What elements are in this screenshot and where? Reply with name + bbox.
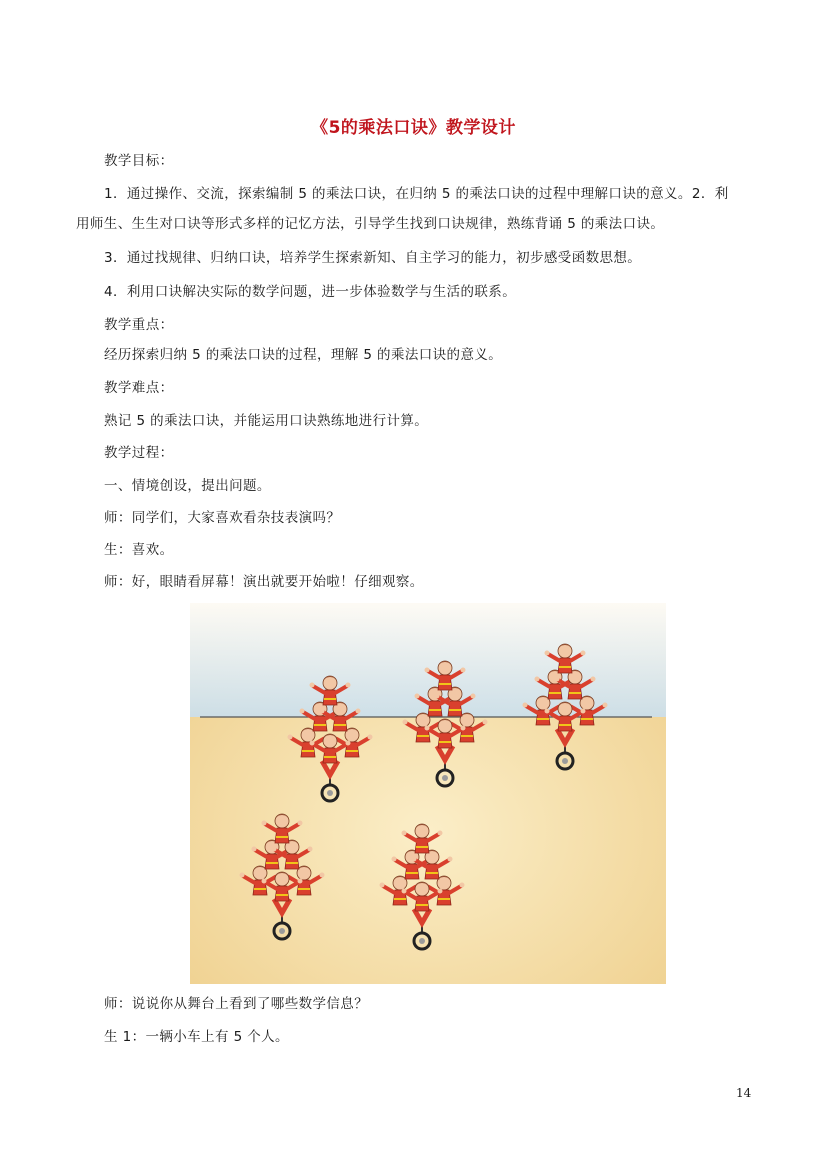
difficulty-text: 熟记 5 的乘法口诀，并能运用口诀熟练地进行计算。: [104, 413, 429, 429]
objective-line-2: 用师生、生生对口诀等形式多样的记忆方法，引导学生找到口诀规律，熟练背诵 5 的乘法口诀。: [76, 216, 665, 232]
heading-objectives: 教学目标：: [104, 153, 174, 169]
heading-process: 教学过程：: [104, 445, 174, 461]
stage-backdrop: [190, 603, 666, 717]
heading-key-point: 教学重点：: [104, 317, 174, 333]
objective-line-3: 3．通过找规律、归纳口诀，培养学生探索新知、自主学习的能力，初步感受函数思想。: [104, 250, 642, 266]
heading-difficulty: 教学难点：: [104, 380, 174, 396]
process-step-1: 一、情境创设，提出问题。: [104, 478, 271, 494]
acrobatics-illustration: [190, 603, 666, 984]
page-number: 14: [736, 1086, 752, 1100]
dialog-line-3: 师：好，眼睛看屏幕！演出就要开始啦！仔细观察。: [104, 574, 424, 590]
dialog-line-1: 师：同学们，大家喜欢看杂技表演吗？: [104, 510, 341, 526]
objective-line-1: 1．通过操作、交流，探索编制 5 的乘法口诀，在归纳 5 的乘法口诀的过程中理解口诀的意义。2．利: [104, 186, 729, 202]
dialog-line-4: 师：说说你从舞台上看到了哪些数学信息？: [104, 996, 369, 1012]
document-title: 《5的乘法口诀》教学设计: [311, 118, 516, 138]
key-point-text: 经历探索归纳 5 的乘法口诀的过程，理解 5 的乘法口诀的意义。: [104, 347, 503, 363]
objective-line-4: 4．利用口诀解决实际的数学问题，进一步体验数学与生活的联系。: [104, 284, 517, 300]
dialog-line-5: 生 1：一辆小车上有 5 个人。: [104, 1029, 289, 1045]
acrobatics-scene: [190, 603, 666, 984]
dialog-line-2: 生：喜欢。: [104, 542, 174, 558]
